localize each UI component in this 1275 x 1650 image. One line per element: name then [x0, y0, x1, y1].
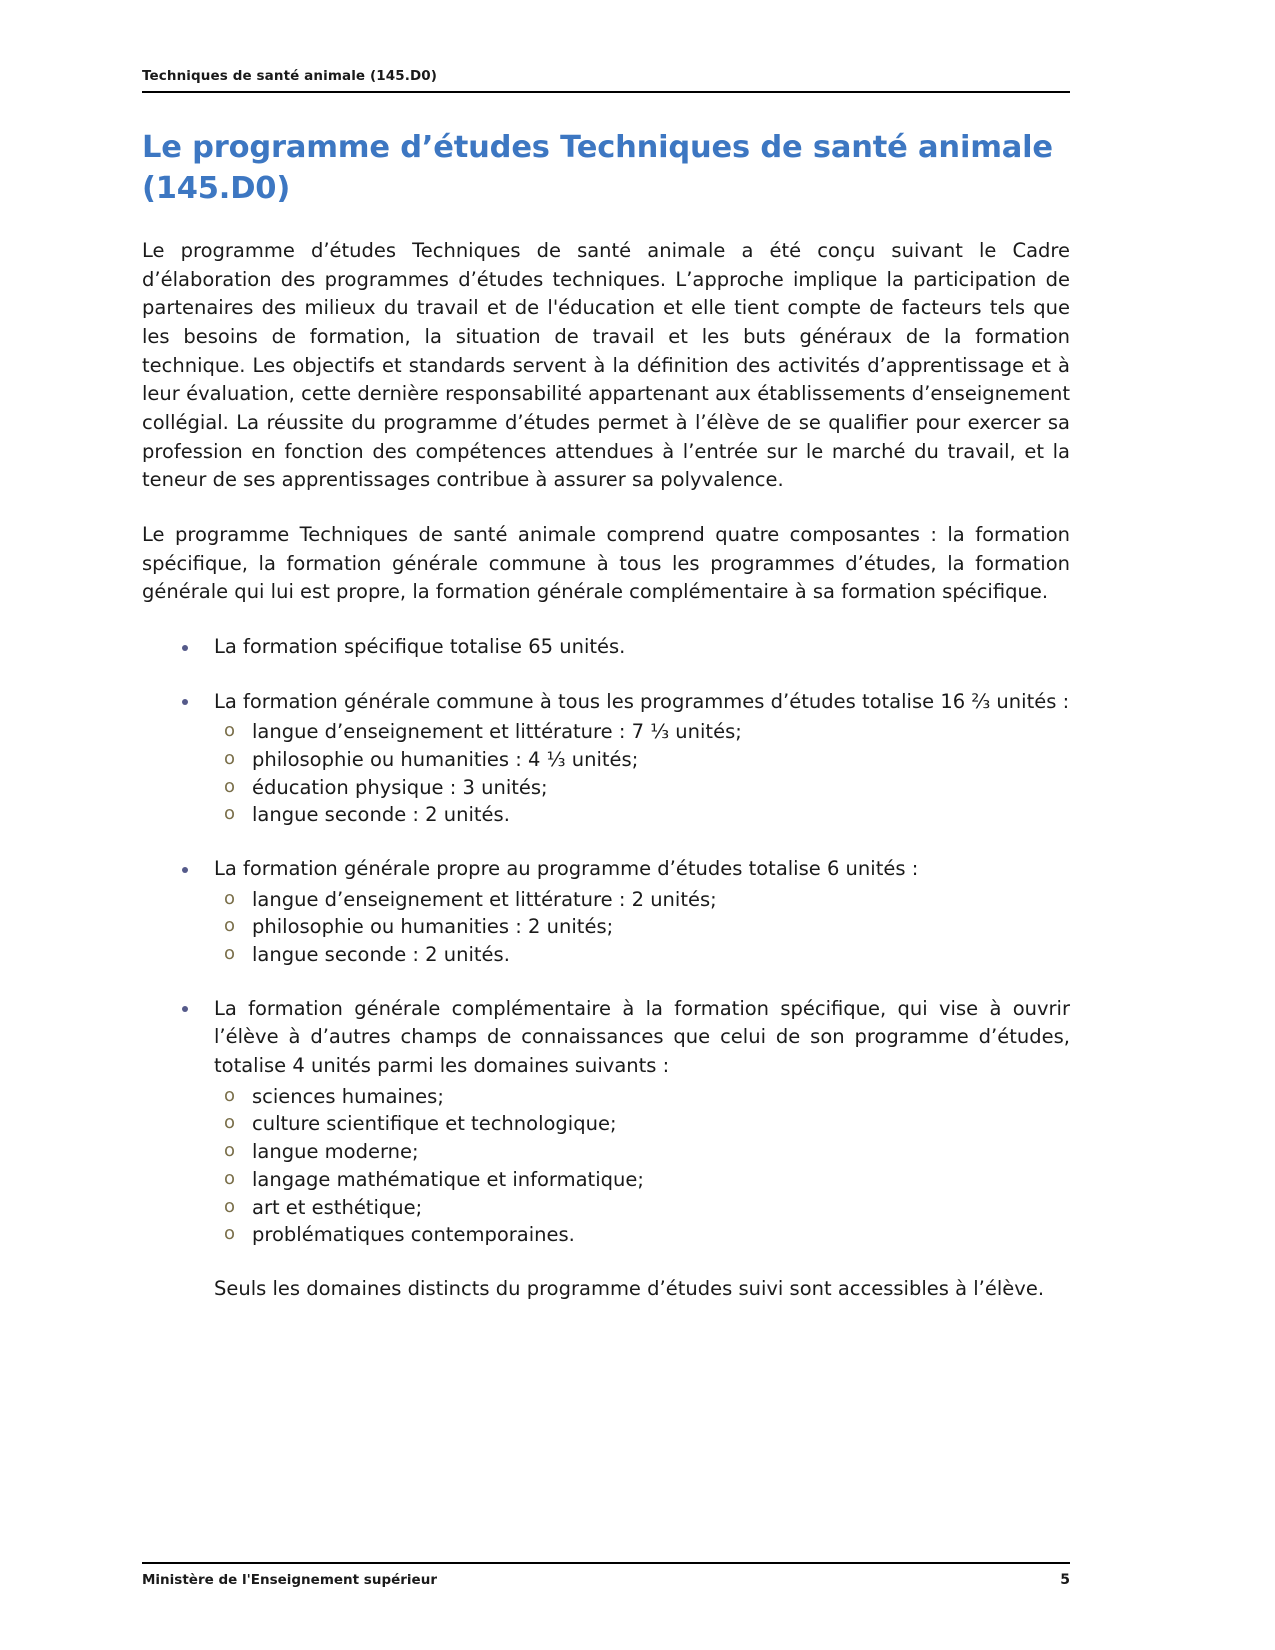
circle-marker-icon: o — [224, 775, 236, 797]
bullet-dot-icon — [182, 645, 188, 651]
sub-list-item-label: langue moderne; — [252, 1140, 419, 1164]
list-item — [142, 688, 1070, 829]
sub-list-item-label: éducation physique : 3 unités; — [252, 775, 548, 799]
sub-list-item-label: langue d’enseignement et littérature : 2 unités; — [252, 887, 717, 911]
sub-list-item-label: langue seconde : 2 unités. — [252, 803, 510, 827]
page-header — [142, 68, 1070, 93]
bullet-dot-icon — [182, 699, 188, 705]
intro-paragraph-2: Le programme Techniques de santé animale comprend quatre composantes : la formation spécifique, la formation générale commune à tous les programmes d’études, la formation générale qui lui est propre, la formation générale complémentaire à sa formation spécifique. — [142, 523, 1070, 604]
sub-list — [214, 1083, 1070, 1249]
circle-marker-icon: o — [224, 943, 236, 965]
sub-list-item-label: problématiques contemporaines. — [252, 1223, 575, 1247]
sub-list-item — [214, 746, 1070, 774]
circle-marker-icon: o — [224, 1223, 236, 1245]
sub-list-item — [214, 1221, 1070, 1249]
components-list — [142, 633, 1070, 1249]
intro-paragraph-1: Le programme d’études Techniques de santé animale a été conçu suivant le Cadre d’élaboration des programmes d’études techniques. L’approche implique la participation de partenaires des milieux du travail et de l'éducation et elle tient compte de facteurs tels que les besoins de formation, la situation de travail et les buts généraux de la formation technique. Les objectifs et standards servent à la définition des activités d’apprentissage et à leur évaluation, cette dernière responsabilité appartenant aux établissements d’enseignement collégial. La réussite du programme d’études permet à l’élève de se qualifier pour exercer sa profession en fonction des compétences attendues à l’entrée sur le marché du travail, et la teneur de ses apprentissages contribue à assurer sa polyvalence. — [142, 239, 1070, 492]
sub-list-item — [214, 1194, 1070, 1222]
list-item-label: La formation générale complémentaire à la formation spécifique, qui vise à ouvrir l’élève à d’autres champs de connaissances que celui de son programme d’études, totalise 4 unités parmi les domaines suivants : — [214, 996, 1070, 1078]
page-number: 5 — [1060, 1572, 1070, 1588]
header-divider — [142, 91, 1070, 93]
closing-note: Seuls les domaines distincts du programme d’études suivi sont accessibles à l’élève. — [214, 1276, 1045, 1300]
page-title: Le programme d’études Techniques de santé animale (145.D0) — [142, 130, 1053, 206]
footer-row — [142, 1564, 1070, 1588]
circle-marker-icon: o — [224, 803, 236, 825]
sub-list-item — [214, 718, 1070, 746]
list-item-label: La formation générale propre au programme d’études totalise 6 unités : — [214, 857, 919, 881]
sub-list-item — [214, 774, 1070, 802]
circle-marker-icon: o — [224, 720, 236, 742]
sub-list-item-label: langue seconde : 2 unités. — [252, 943, 510, 967]
sub-list — [214, 886, 1070, 969]
sub-list-item — [214, 1166, 1070, 1194]
circle-marker-icon: o — [224, 1195, 236, 1217]
sub-list-item — [214, 1083, 1070, 1111]
circle-marker-icon: o — [224, 1084, 236, 1106]
sub-list-item-label: langage mathématique et informatique; — [252, 1167, 644, 1191]
list-item-label: La formation spécifique totalise 65 unités. — [214, 635, 626, 658]
page-footer — [142, 1562, 1070, 1588]
list-item — [142, 633, 1070, 662]
circle-marker-icon: o — [224, 748, 236, 769]
list-item — [142, 855, 1070, 969]
sub-list-item-label: sciences humaines; — [252, 1084, 444, 1108]
sub-list-item-label: philosophie ou humanities : 4 ⅓ unités; — [252, 748, 639, 771]
sub-list-item-label: langue d’enseignement et littérature : 7 ⅓ unités; — [252, 720, 742, 744]
sub-list-item-label: culture scientifique et technologique; — [252, 1112, 617, 1136]
list-item-label: La formation générale commune à tous les programmes d’études totalise 16 ⅔ unités : — [214, 689, 1070, 713]
circle-marker-icon: o — [224, 1112, 236, 1134]
sub-list-item — [214, 801, 1070, 829]
sub-list — [214, 718, 1070, 829]
sub-list-item — [214, 941, 1070, 969]
footer-organization: Ministère de l'Enseignement supérieur — [142, 1572, 437, 1588]
sub-list-item — [214, 913, 1070, 941]
running-title: Techniques de santé animale (145.D0) — [142, 68, 438, 84]
circle-marker-icon: o — [224, 915, 236, 937]
sub-list-item — [214, 1110, 1070, 1138]
document-content — [142, 128, 1070, 1304]
sub-list-item-label: art et esthétique; — [252, 1195, 423, 1219]
sub-list-item — [214, 1138, 1070, 1166]
sub-list-item-label: philosophie ou humanities : 2 unités; — [252, 915, 614, 939]
circle-marker-icon: o — [224, 887, 236, 909]
bullet-dot-icon — [182, 1006, 188, 1012]
list-item — [142, 995, 1070, 1249]
circle-marker-icon: o — [224, 1140, 236, 1162]
circle-marker-icon: o — [224, 1167, 236, 1189]
sub-list-item — [214, 886, 1070, 914]
bullet-dot-icon — [182, 867, 188, 873]
